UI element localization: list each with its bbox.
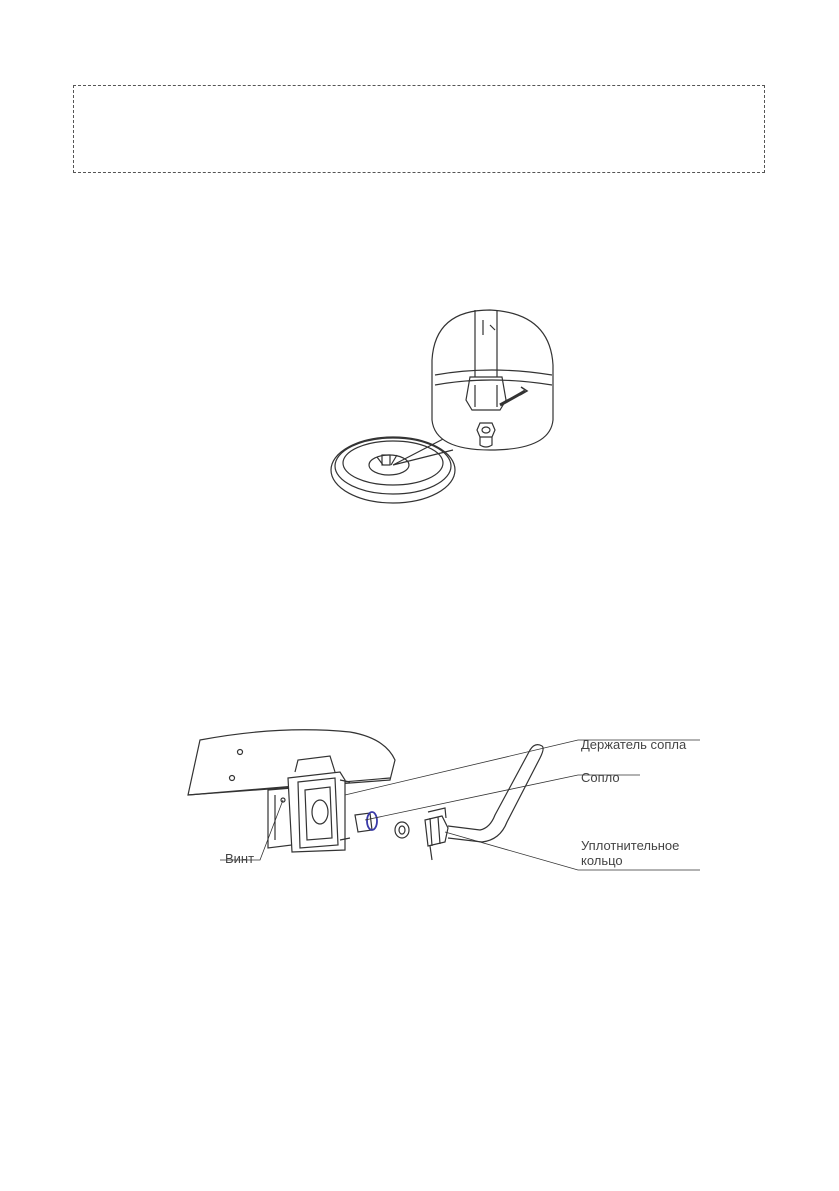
burner-nozzle-figure xyxy=(325,305,555,510)
nozzle-holder-label: Держатель сопла xyxy=(581,737,687,752)
notice-box xyxy=(73,85,765,173)
sealing-ring-label xyxy=(581,838,679,868)
sealing-ring-label-line1: Уплотнительное xyxy=(581,838,680,853)
nozzle-label: Сопло xyxy=(581,770,620,785)
sealing-ring-label-line2: кольцо xyxy=(581,853,623,868)
screw-label: Винт xyxy=(225,851,255,866)
